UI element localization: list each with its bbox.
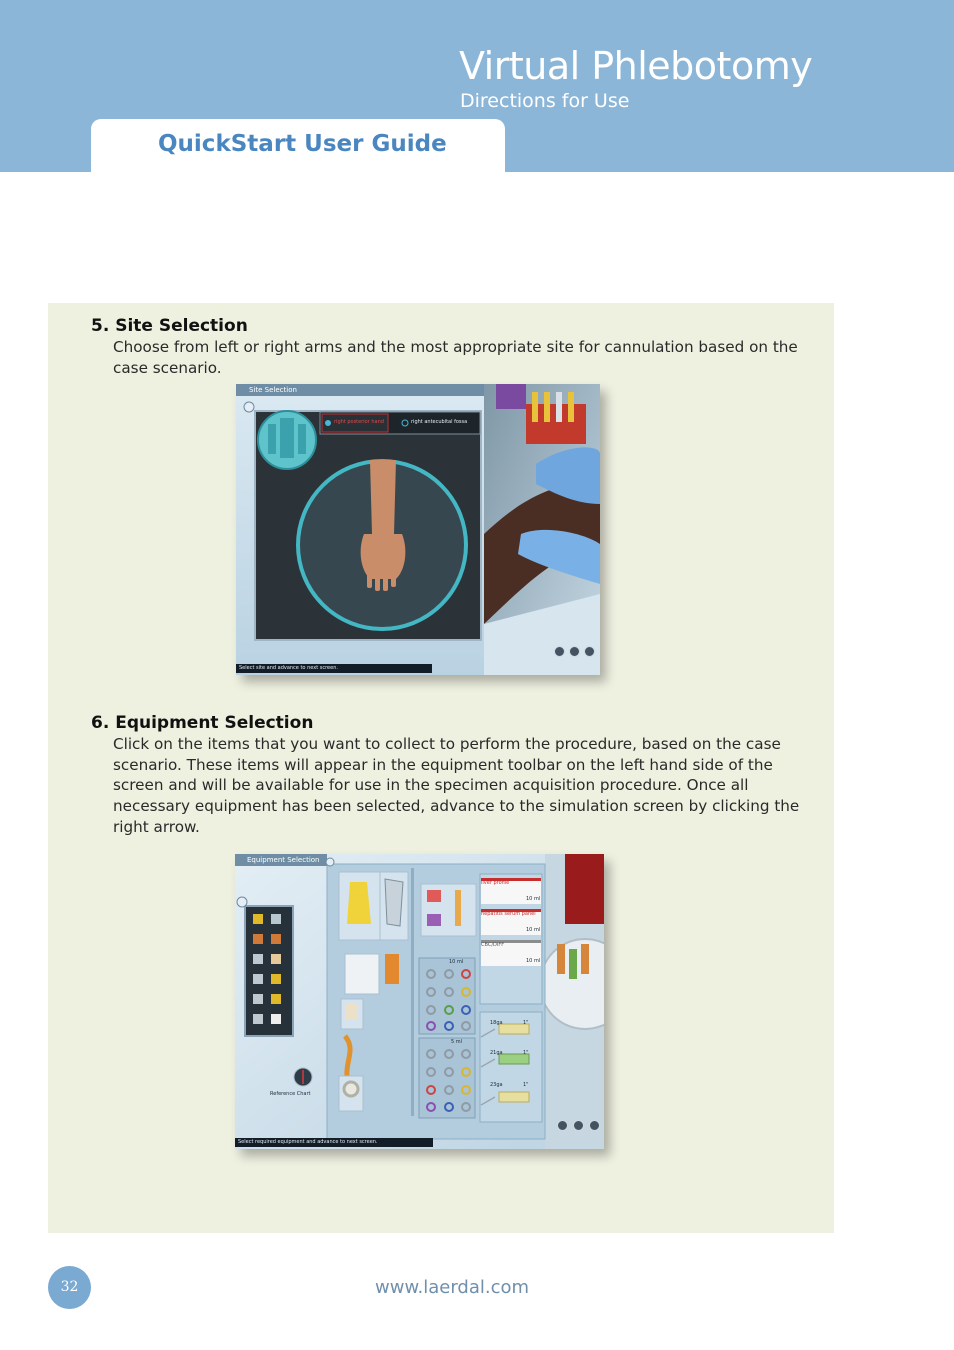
tube-slot[interactable] [461,1067,471,1077]
tube-slot[interactable] [461,1049,471,1059]
section-heading-equipment-selection: 6. Equipment Selection [91,713,314,733]
equipment-selection-status-bar: Select required equipment and advance to next screen. [235,1138,433,1147]
tube-label: CBC/DIFF [481,942,505,948]
forward-arrow-icon[interactable] [584,646,595,657]
needle-length: 1" [523,1050,529,1056]
equipment-selection-window-title: Equipment Selection [247,856,320,864]
header-banner [0,0,954,172]
section-heading-site-selection: 5. Site Selection [91,316,248,336]
footer-website-link[interactable]: www.laerdal.com [375,1277,530,1298]
tube-slot[interactable] [461,1102,471,1112]
section-body-equipment-selection: Click on the items that you want to collect to perform the procedure, based on the case scenario. These items will appear in the equipment toolbar on the left hand side of the screen and will be available for use in the specimen acquisition procedure. Once all necessary equipment has been selected, advance to the simulation screen by clicking the right arrow. [113,735,800,836]
tube-slot[interactable] [426,1049,436,1059]
site-selection-window-title: Site Selection [249,386,297,394]
site-selection-illustration [236,384,600,675]
tube-slot[interactable] [426,1102,436,1112]
tube-slot[interactable] [444,1085,454,1095]
tube-slot[interactable] [426,1085,436,1095]
tube-slot[interactable] [444,1067,454,1077]
page-number: 32 [60,1279,79,1295]
tube-slot[interactable] [426,969,436,979]
rack-volume: 10 ml [449,959,464,965]
tube-volume: 10 ml [526,927,541,933]
equipment-selection-screenshot [235,854,604,1149]
option-right-posterior-hand[interactable]: right posterior hand [334,419,384,425]
tube-label: liver profile [481,880,510,886]
needle-gauge: 18ga [490,1020,503,1026]
tube-slot[interactable] [444,987,454,997]
tube-slot[interactable] [444,1102,454,1112]
tube-slot[interactable] [426,1067,436,1077]
equipment-selection-illustration [235,854,604,1149]
help-icon[interactable] [573,1120,584,1131]
site-selection-screenshot [236,384,600,675]
tube-volume: 10 ml [526,896,541,902]
guide-tab-label: QuickStart User Guide [158,131,447,157]
tube-slot[interactable] [444,1021,454,1031]
reference-chart-label[interactable]: Reference Chart [270,1091,311,1097]
tube-slot[interactable] [444,1049,454,1059]
needle-gauge: 21ga [490,1050,503,1056]
tube-label: hepatitis serum panel [481,911,536,917]
needle-length: 1" [523,1082,529,1088]
tube-slot[interactable] [426,987,436,997]
back-arrow-icon[interactable] [557,1120,568,1131]
tube-slot[interactable] [426,1021,436,1031]
help-icon[interactable] [569,646,580,657]
forward-arrow-icon[interactable] [589,1120,600,1131]
tube-slot[interactable] [444,1005,454,1015]
tube-slot[interactable] [461,969,471,979]
section-body-site-selection: Choose from left or right arms and the most appropriate site for cannulation based on the case scenario. [113,338,798,377]
needle-length: 1" [523,1020,529,1026]
rack-volume: 5 ml [451,1039,463,1045]
tube-slot[interactable] [461,1021,471,1031]
tube-slot[interactable] [461,987,471,997]
tube-slot[interactable] [426,1005,436,1015]
tube-slot[interactable] [461,1085,471,1095]
tube-volume: 10 ml [526,958,541,964]
back-arrow-icon[interactable] [554,646,565,657]
option-right-antecubital-fossa[interactable]: right antecubital fossa [411,419,468,425]
page-number-badge [48,1266,91,1309]
tube-slot[interactable] [444,969,454,979]
document-title: Virtual Phlebotomy [459,44,813,88]
guide-tab [91,119,505,172]
tube-slot[interactable] [461,1005,471,1015]
needle-gauge: 23ga [490,1082,503,1088]
content-panel [48,303,834,1233]
site-selection-status-bar: Select site and advance to next screen. [236,664,432,673]
document-subtitle: Directions for Use [460,90,630,112]
